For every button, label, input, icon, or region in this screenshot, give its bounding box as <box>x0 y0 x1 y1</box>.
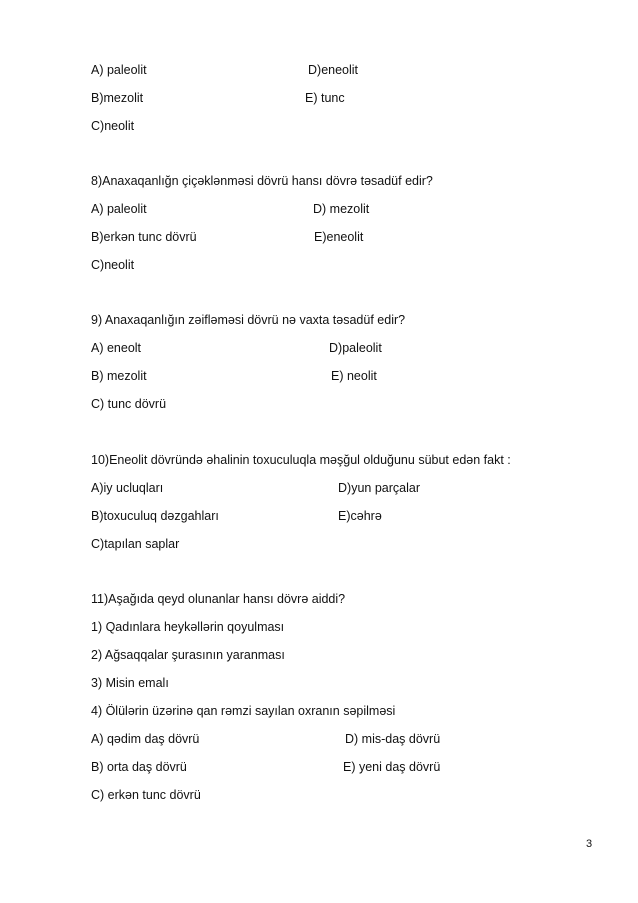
q9-question: 9) Anaxaqanlığın zəifləməsi dövrü nə vaxta təsadüf edir? <box>91 313 406 327</box>
q10-option-c: C)tapılan saplar <box>91 537 180 551</box>
q11-option-a: A) qədim daş dövrü <box>91 732 200 746</box>
q9-option-b: B) mezolit <box>91 369 147 383</box>
q11-option-e: E) yeni daş dövrü <box>343 760 441 774</box>
q11-item-4: 4) Ölülərin üzərinə qan rəmzi sayılan oxranın səpilməsi <box>91 704 396 718</box>
q10-option-b: B)toxuculuq dəzgahları <box>91 509 219 523</box>
q8-question: 8)Anaxaqanlığn çiçəklənməsi dövrü hansı dövrə təsadüf edir? <box>91 174 433 188</box>
q8-option-c: C)neolit <box>91 258 135 272</box>
q10-option-e: E)cəhrə <box>338 509 382 523</box>
q7-option-b: B)mezolit <box>91 91 144 105</box>
q7-option-c: C)neolit <box>91 119 135 133</box>
q11-item-2: 2) Ağsaqqalar şurasının yaranması <box>91 648 285 662</box>
q11-item-1: 1) Qadınlara heykəllərin qoyulması <box>91 620 285 634</box>
q7-option-d: D)eneolit <box>308 63 359 77</box>
q8-option-b: B)erkən tunc dövrü <box>91 230 197 244</box>
page-number: 3 <box>586 838 593 850</box>
q11-option-d: D) mis-daş dövrü <box>345 732 441 746</box>
q8-option-a: A) paleolit <box>91 202 147 216</box>
q10-question: 10)Eneolit dövründə əhalinin toxuculuqla məşğul olduğunu sübut edən fakt : <box>91 453 511 467</box>
q10-option-d: D)yun parçalar <box>338 481 420 495</box>
q11-option-b: B) orta daş dövrü <box>91 760 187 774</box>
q8-option-e: E)eneolit <box>314 230 364 244</box>
q7-option-a: A) paleolit <box>91 63 147 77</box>
q11-item-3: 3) Misin emalı <box>91 676 169 690</box>
q9-option-c: C) tunc dövrü <box>91 397 167 411</box>
q9-option-d: D)paleolit <box>329 341 382 355</box>
q11-option-c: C) erkən tunc dövrü <box>91 788 201 802</box>
q10-option-a: A)iy ucluqları <box>91 481 164 495</box>
q7-option-e: E) tunc <box>305 91 345 105</box>
q8-option-d: D) mezolit <box>313 202 370 216</box>
q9-option-a: A) eneolt <box>91 341 142 355</box>
q11-question: 11)Aşağıda qeyd olunanlar hansı dövrə aiddi? <box>91 592 346 606</box>
q9-option-e: E) neolit <box>331 369 377 383</box>
